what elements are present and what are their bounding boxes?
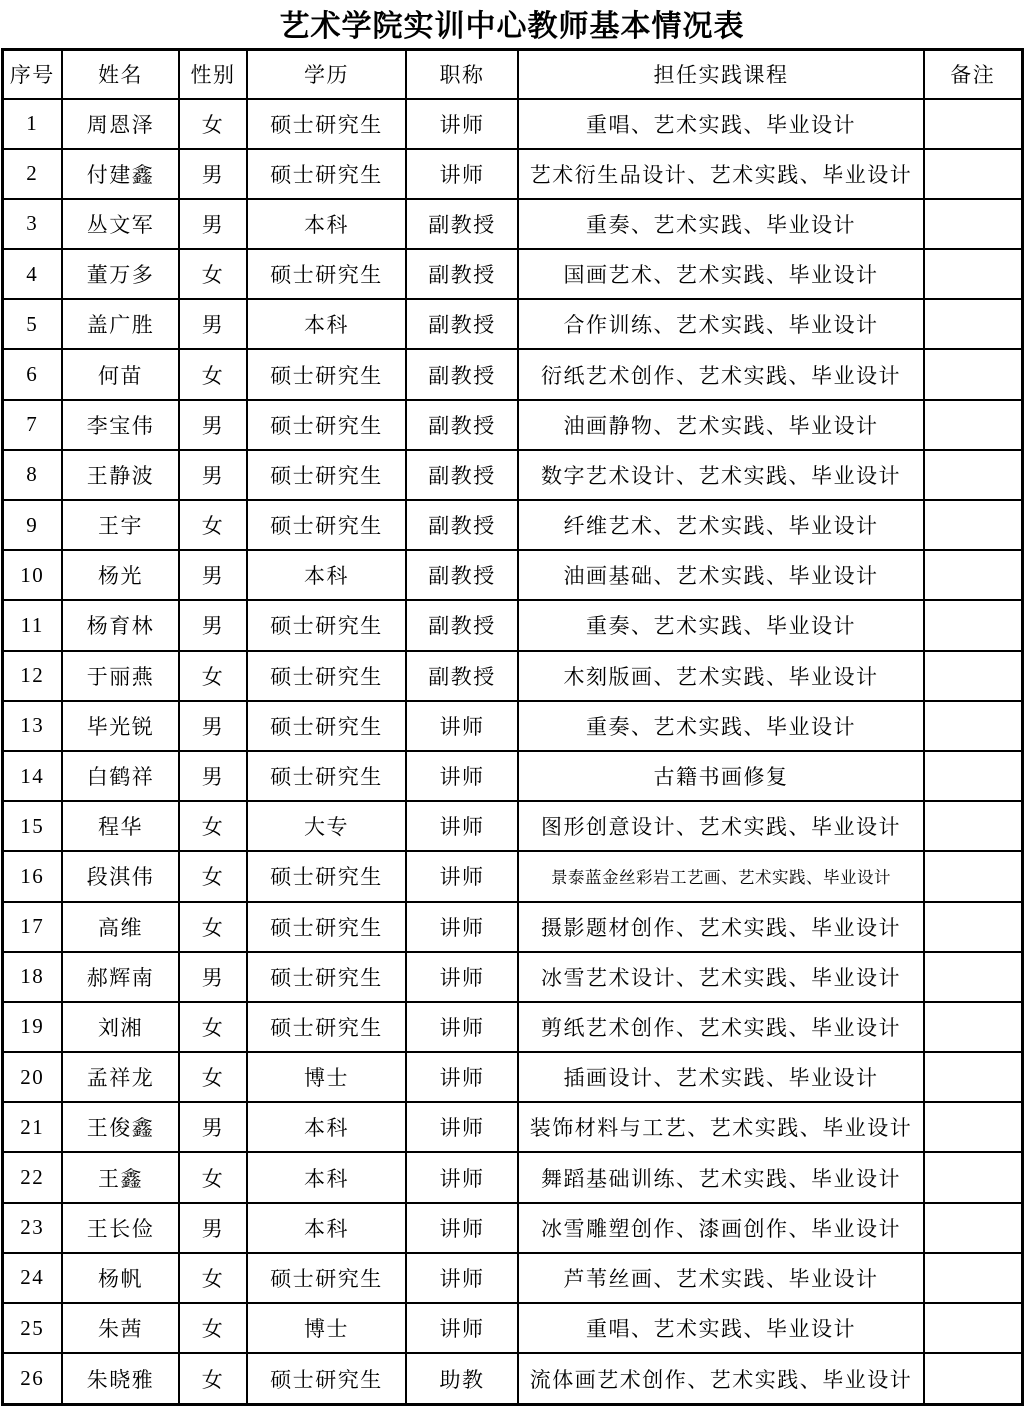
cell-gender: 男 (179, 550, 247, 600)
cell-education: 硕士研究生 (247, 851, 406, 901)
table-body (2, 99, 1022, 1405)
cell-title: 副教授 (406, 349, 518, 399)
cell-courses: 油画基础、艺术实践、毕业设计 (518, 550, 924, 600)
cell-name: 董万多 (62, 249, 179, 299)
table-row (2, 1253, 1022, 1303)
cell-education: 博士 (247, 1303, 406, 1353)
cell-title: 讲师 (406, 1152, 518, 1202)
cell-remark (924, 651, 1022, 701)
cell-name: 朱茜 (62, 1303, 179, 1353)
cell-remark (924, 550, 1022, 600)
cell-no: 2 (2, 149, 62, 199)
cell-courses: 摄影题材创作、艺术实践、毕业设计 (518, 902, 924, 952)
cell-name: 刘湘 (62, 1002, 179, 1052)
cell-courses: 图形创意设计、艺术实践、毕业设计 (518, 801, 924, 851)
cell-gender: 男 (179, 1203, 247, 1253)
table-row (2, 299, 1022, 349)
cell-courses: 纤维艺术、艺术实践、毕业设计 (518, 500, 924, 550)
cell-remark (924, 299, 1022, 349)
cell-courses: 古籍书画修复 (518, 751, 924, 801)
cell-remark (924, 701, 1022, 751)
cell-remark (924, 1002, 1022, 1052)
table-row (2, 851, 1022, 901)
cell-gender: 女 (179, 1303, 247, 1353)
cell-title: 讲师 (406, 1002, 518, 1052)
cell-education: 本科 (247, 1152, 406, 1202)
header-no: 序号 (2, 50, 62, 99)
table-row (2, 500, 1022, 550)
cell-education: 硕士研究生 (247, 902, 406, 952)
cell-gender: 男 (179, 751, 247, 801)
table-row (2, 952, 1022, 1002)
cell-courses: 重唱、艺术实践、毕业设计 (518, 99, 924, 149)
cell-title: 讲师 (406, 751, 518, 801)
cell-name: 孟祥龙 (62, 1052, 179, 1102)
cell-courses: 芦苇丝画、艺术实践、毕业设计 (518, 1253, 924, 1303)
cell-no: 14 (2, 751, 62, 801)
table-row (2, 1102, 1022, 1152)
cell-no: 4 (2, 249, 62, 299)
cell-education: 本科 (247, 199, 406, 249)
header-name: 姓名 (62, 50, 179, 99)
cell-title: 副教授 (406, 450, 518, 500)
cell-courses: 油画静物、艺术实践、毕业设计 (518, 400, 924, 450)
table-row (2, 550, 1022, 600)
cell-no: 12 (2, 651, 62, 701)
cell-gender: 女 (179, 1353, 247, 1404)
cell-courses: 流体画艺术创作、艺术实践、毕业设计 (518, 1353, 924, 1404)
cell-title: 副教授 (406, 199, 518, 249)
cell-courses: 重唱、艺术实践、毕业设计 (518, 1303, 924, 1353)
cell-gender: 女 (179, 1152, 247, 1202)
cell-education: 硕士研究生 (247, 1002, 406, 1052)
header-gender: 性别 (179, 50, 247, 99)
cell-education: 硕士研究生 (247, 600, 406, 650)
header-title: 职称 (406, 50, 518, 99)
cell-gender: 女 (179, 1002, 247, 1052)
cell-name: 朱晓雅 (62, 1353, 179, 1404)
cell-education: 硕士研究生 (247, 450, 406, 500)
cell-education: 硕士研究生 (247, 952, 406, 1002)
cell-remark (924, 751, 1022, 801)
table-row (2, 199, 1022, 249)
cell-remark (924, 801, 1022, 851)
cell-education: 本科 (247, 299, 406, 349)
cell-gender: 女 (179, 249, 247, 299)
cell-no: 18 (2, 952, 62, 1002)
table-row (2, 600, 1022, 650)
cell-title: 讲师 (406, 952, 518, 1002)
cell-name: 王静波 (62, 450, 179, 500)
table-header (2, 50, 1022, 99)
cell-remark (924, 902, 1022, 952)
cell-no: 1 (2, 99, 62, 149)
table-row (2, 1203, 1022, 1253)
cell-no: 15 (2, 801, 62, 851)
cell-courses: 插画设计、艺术实践、毕业设计 (518, 1052, 924, 1102)
cell-education: 硕士研究生 (247, 99, 406, 149)
cell-remark (924, 851, 1022, 901)
cell-courses: 衍纸艺术创作、艺术实践、毕业设计 (518, 349, 924, 399)
cell-gender: 男 (179, 199, 247, 249)
table-row (2, 1353, 1022, 1404)
cell-courses: 舞蹈基础训练、艺术实践、毕业设计 (518, 1152, 924, 1202)
cell-gender: 女 (179, 851, 247, 901)
cell-no: 6 (2, 349, 62, 399)
cell-courses: 数字艺术设计、艺术实践、毕业设计 (518, 450, 924, 500)
table-row (2, 651, 1022, 701)
cell-title: 讲师 (406, 149, 518, 199)
cell-gender: 女 (179, 1052, 247, 1102)
cell-courses: 重奏、艺术实践、毕业设计 (518, 199, 924, 249)
cell-gender: 男 (179, 149, 247, 199)
cell-courses: 冰雪雕塑创作、漆画创作、毕业设计 (518, 1203, 924, 1253)
cell-title: 副教授 (406, 249, 518, 299)
cell-name: 李宝伟 (62, 400, 179, 450)
cell-gender: 男 (179, 1102, 247, 1152)
cell-title: 讲师 (406, 1253, 518, 1303)
cell-remark (924, 450, 1022, 500)
cell-remark (924, 349, 1022, 399)
cell-title: 讲师 (406, 851, 518, 901)
cell-title: 助教 (406, 1353, 518, 1404)
table-row (2, 1002, 1022, 1052)
cell-remark (924, 99, 1022, 149)
cell-no: 9 (2, 500, 62, 550)
header-row (2, 50, 1022, 99)
cell-courses: 装饰材料与工艺、艺术实践、毕业设计 (518, 1102, 924, 1152)
cell-title: 副教授 (406, 651, 518, 701)
table-row (2, 149, 1022, 199)
cell-gender: 女 (179, 99, 247, 149)
cell-no: 20 (2, 1052, 62, 1102)
cell-name: 段淇伟 (62, 851, 179, 901)
cell-gender: 女 (179, 902, 247, 952)
cell-no: 16 (2, 851, 62, 901)
cell-no: 13 (2, 701, 62, 751)
table-row (2, 701, 1022, 751)
cell-no: 24 (2, 1253, 62, 1303)
cell-remark (924, 400, 1022, 450)
cell-name: 盖广胜 (62, 299, 179, 349)
cell-no: 17 (2, 902, 62, 952)
cell-remark (924, 249, 1022, 299)
cell-education: 硕士研究生 (247, 400, 406, 450)
cell-name: 程华 (62, 801, 179, 851)
cell-remark (924, 1102, 1022, 1152)
cell-education: 硕士研究生 (247, 701, 406, 751)
cell-no: 8 (2, 450, 62, 500)
cell-education: 硕士研究生 (247, 149, 406, 199)
cell-courses: 重奏、艺术实践、毕业设计 (518, 701, 924, 751)
cell-title: 副教授 (406, 600, 518, 650)
table-row (2, 400, 1022, 450)
cell-title: 讲师 (406, 902, 518, 952)
cell-remark (924, 600, 1022, 650)
cell-gender: 女 (179, 500, 247, 550)
table-row (2, 801, 1022, 851)
cell-title: 讲师 (406, 1303, 518, 1353)
cell-gender: 男 (179, 600, 247, 650)
cell-name: 付建鑫 (62, 149, 179, 199)
cell-title: 讲师 (406, 99, 518, 149)
cell-education: 硕士研究生 (247, 751, 406, 801)
cell-no: 26 (2, 1353, 62, 1404)
cell-remark (924, 952, 1022, 1002)
cell-courses: 剪纸艺术创作、艺术实践、毕业设计 (518, 1002, 924, 1052)
cell-gender: 男 (179, 299, 247, 349)
cell-remark (924, 1203, 1022, 1253)
cell-remark (924, 199, 1022, 249)
cell-gender: 男 (179, 952, 247, 1002)
cell-education: 硕士研究生 (247, 349, 406, 399)
cell-courses: 合作训练、艺术实践、毕业设计 (518, 299, 924, 349)
cell-gender: 男 (179, 701, 247, 751)
table-row (2, 1052, 1022, 1102)
cell-title: 讲师 (406, 701, 518, 751)
cell-education: 博士 (247, 1052, 406, 1102)
cell-remark (924, 149, 1022, 199)
cell-education: 大专 (247, 801, 406, 851)
table-row (2, 99, 1022, 149)
cell-courses: 重奏、艺术实践、毕业设计 (518, 600, 924, 650)
cell-name: 杨育林 (62, 600, 179, 650)
cell-remark (924, 1152, 1022, 1202)
cell-title: 讲师 (406, 1052, 518, 1102)
header-remark: 备注 (924, 50, 1022, 99)
cell-name: 杨光 (62, 550, 179, 600)
table-row (2, 1303, 1022, 1353)
cell-title: 讲师 (406, 1102, 518, 1152)
cell-name: 郝辉南 (62, 952, 179, 1002)
cell-education: 硕士研究生 (247, 249, 406, 299)
cell-name: 丛文军 (62, 199, 179, 249)
table-row (2, 349, 1022, 399)
cell-no: 11 (2, 600, 62, 650)
cell-name: 于丽燕 (62, 651, 179, 701)
cell-courses: 景泰蓝金丝彩岩工艺画、艺术实践、毕业设计 (518, 851, 924, 901)
cell-education: 硕士研究生 (247, 651, 406, 701)
cell-name: 王俊鑫 (62, 1102, 179, 1152)
cell-education: 硕士研究生 (247, 1253, 406, 1303)
teacher-info-table (1, 48, 1024, 1406)
cell-no: 25 (2, 1303, 62, 1353)
cell-name: 周恩泽 (62, 99, 179, 149)
cell-name: 王长俭 (62, 1203, 179, 1253)
cell-remark (924, 1253, 1022, 1303)
cell-name: 白鹤祥 (62, 751, 179, 801)
cell-gender: 男 (179, 400, 247, 450)
cell-education: 本科 (247, 1203, 406, 1253)
cell-title: 讲师 (406, 801, 518, 851)
cell-courses: 木刻版画、艺术实践、毕业设计 (518, 651, 924, 701)
header-education: 学历 (247, 50, 406, 99)
cell-gender: 女 (179, 801, 247, 851)
cell-name: 毕光锐 (62, 701, 179, 751)
cell-remark (924, 1052, 1022, 1102)
table-row (2, 902, 1022, 952)
cell-title: 副教授 (406, 400, 518, 450)
cell-title: 副教授 (406, 299, 518, 349)
cell-education: 硕士研究生 (247, 500, 406, 550)
table-row (2, 1152, 1022, 1202)
table-row (2, 751, 1022, 801)
cell-no: 7 (2, 400, 62, 450)
cell-education: 本科 (247, 1102, 406, 1152)
cell-gender: 女 (179, 349, 247, 399)
cell-name: 高维 (62, 902, 179, 952)
cell-gender: 男 (179, 450, 247, 500)
table-row (2, 249, 1022, 299)
cell-title: 副教授 (406, 500, 518, 550)
cell-no: 5 (2, 299, 62, 349)
cell-education: 硕士研究生 (247, 1353, 406, 1404)
cell-remark (924, 500, 1022, 550)
cell-remark (924, 1353, 1022, 1404)
cell-gender: 女 (179, 651, 247, 701)
cell-no: 22 (2, 1152, 62, 1202)
cell-name: 王宇 (62, 500, 179, 550)
page-title: 艺术学院实训中心教师基本情况表 (279, 10, 745, 43)
cell-title: 副教授 (406, 550, 518, 600)
cell-courses: 冰雪艺术设计、艺术实践、毕业设计 (518, 952, 924, 1002)
cell-name: 何苗 (62, 349, 179, 399)
cell-courses: 国画艺术、艺术实践、毕业设计 (518, 249, 924, 299)
cell-title: 讲师 (406, 1203, 518, 1253)
cell-courses: 艺术衍生品设计、艺术实践、毕业设计 (518, 149, 924, 199)
cell-no: 23 (2, 1203, 62, 1253)
header-courses: 担任实践课程 (518, 50, 924, 99)
cell-gender: 女 (179, 1253, 247, 1303)
cell-name: 王鑫 (62, 1152, 179, 1202)
cell-name: 杨帆 (62, 1253, 179, 1303)
cell-education: 本科 (247, 550, 406, 600)
cell-no: 21 (2, 1102, 62, 1152)
cell-no: 3 (2, 199, 62, 249)
cell-no: 19 (2, 1002, 62, 1052)
cell-no: 10 (2, 550, 62, 600)
table-row (2, 450, 1022, 500)
cell-remark (924, 1303, 1022, 1353)
